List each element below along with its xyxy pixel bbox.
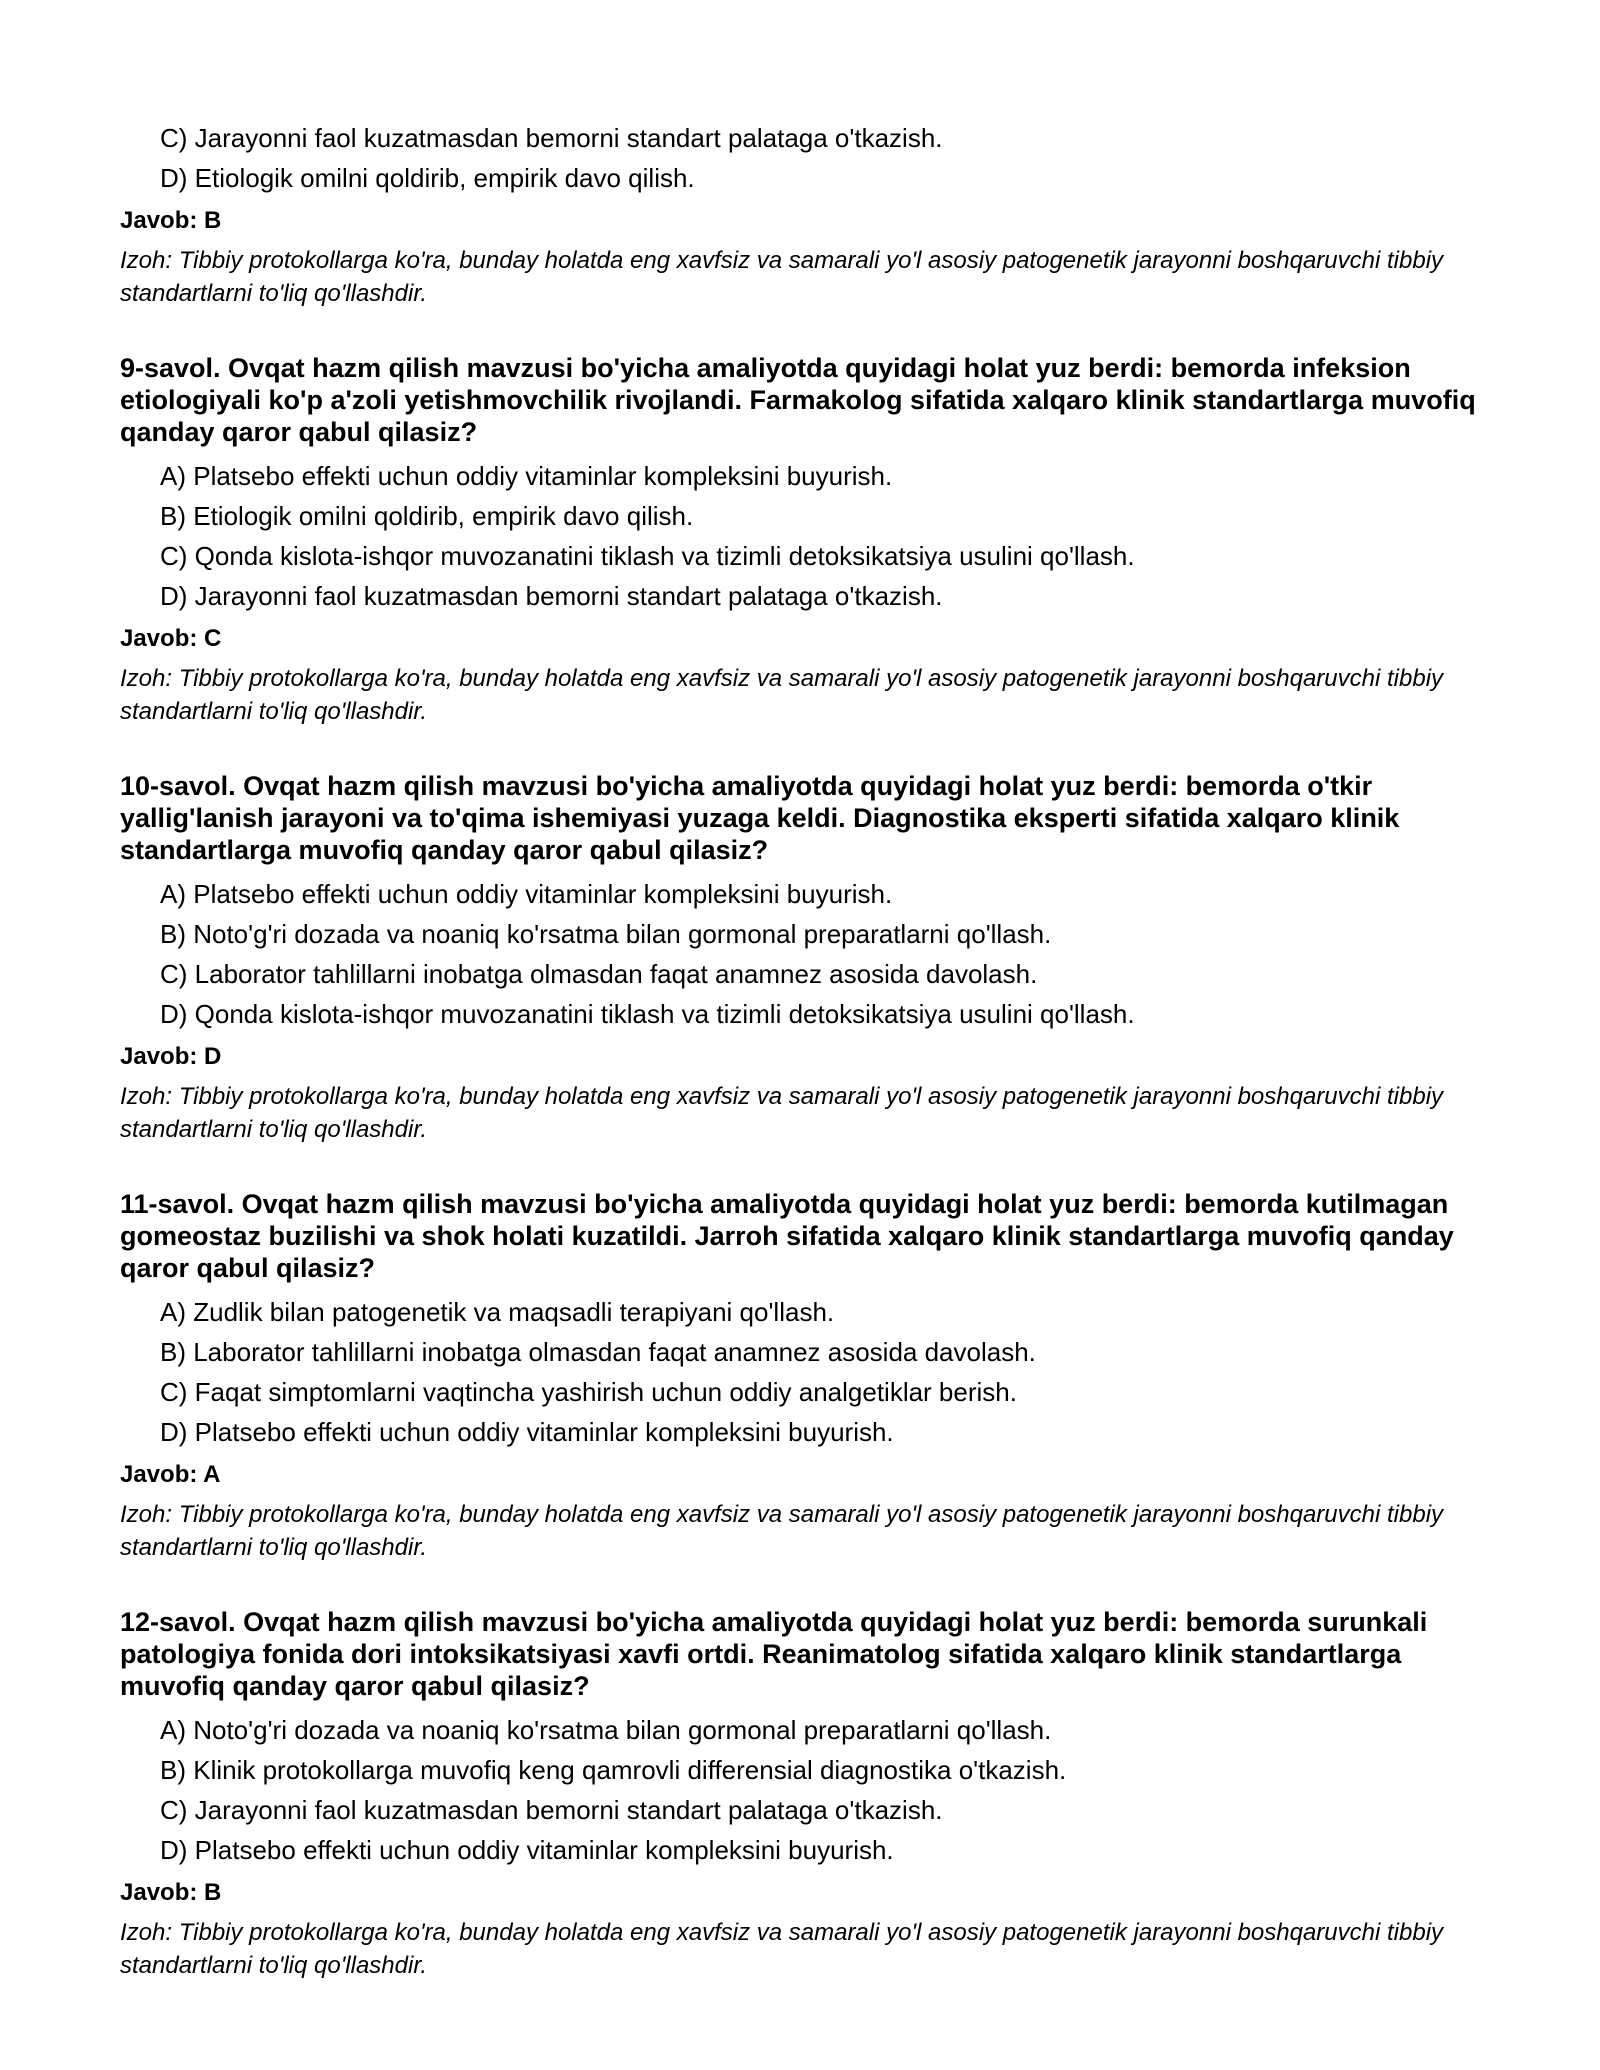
option-a: A) Platsebo effekti uchun oddiy vitaminlar kompleksini buyurish. [160, 879, 893, 909]
option-a: A) Zudlik bilan patogenetik va maqsadli terapiyani qo'llash. [160, 1297, 835, 1327]
option-c: C) Faqat simptomlarni vaqtincha yashirish uchun oddiy analgetiklar berish. [160, 1377, 1017, 1407]
option-list [120, 1710, 1510, 1870]
explanation-note: Izoh: Tibbiy protokollarga ko'ra, bunday holatda eng xavfsiz va samarali yo'l asosiy patogenetik jarayonni boshqaruvchi tibbiy standartlarni to'liq qo'llashdir. [120, 665, 1444, 725]
option-b: B) Laborator tahlillarni inobatga olmasdan faqat anamnez asosida davolash. [160, 1337, 1036, 1367]
option-d: D) Etiologik omilni qoldirib, empirik davo qilish. [160, 163, 695, 193]
option-list [120, 1292, 1510, 1452]
option-c: C) Jarayonni faol kuzatmasdan bemorni standart palataga o'tkazish. [160, 1795, 943, 1825]
option-b: B) Etiologik omilni qoldirib, empirik davo qilish. [160, 501, 694, 531]
answer-label: Javob: B [120, 1879, 222, 1906]
option-list [120, 874, 1510, 1034]
option-c: C) Qonda kislota-ishqor muvozanatini tiklash va tizimli detoksikatsiya usulini qo'llash. [160, 541, 1135, 571]
question-block-10 [120, 770, 1510, 1146]
explanation-note: Izoh: Tibbiy protokollarga ko'ra, bunday holatda eng xavfsiz va samarali yo'l asosiy patogenetik jarayonni boshqaruvchi tibbiy standartlarni to'liq qo'llashdir. [120, 1501, 1444, 1561]
question-8-continuation [120, 118, 1510, 310]
option-a: A) Platsebo effekti uchun oddiy vitaminlar kompleksini buyurish. [160, 461, 893, 491]
option-b: B) Klinik protokollarga muvofiq keng qamrovli differensial diagnostika o'tkazish. [160, 1755, 1067, 1785]
option-list [120, 118, 1510, 198]
explanation-note: Izoh: Tibbiy protokollarga ko'ra, bunday holatda eng xavfsiz va samarali yo'l asosiy patogenetik jarayonni boshqaruvchi tibbiy standartlarni to'liq qo'llashdir. [120, 1919, 1444, 1979]
answer-label: Javob: A [120, 1461, 221, 1488]
option-c: C) Laborator tahlillarni inobatga olmasdan faqat anamnez asosida davolash. [160, 959, 1038, 989]
option-c: C) Jarayonni faol kuzatmasdan bemorni standart palataga o'tkazish. [160, 123, 943, 153]
question-text: 10-savol. Ovqat hazm qilish mavzusi bo'yicha amaliyotda quyidagi holat yuz berdi: bemorda o'tkir yallig'lanish jarayoni va to'qima ishemiyasi yuzaga keldi. Diagnostika eksperti sifatida xalqaro klinik standartlarga muvofiq qanday qaror qabul qilasiz? [120, 771, 1400, 865]
option-list [120, 456, 1510, 616]
question-block-11 [120, 1188, 1510, 1564]
document-page [120, 118, 1510, 1982]
option-d: D) Jarayonni faol kuzatmasdan bemorni standart palataga o'tkazish. [160, 581, 943, 611]
question-block-12 [120, 1606, 1510, 1982]
option-d: D) Platsebo effekti uchun oddiy vitaminlar kompleksini buyurish. [160, 1417, 894, 1447]
answer-label: Javob: C [120, 625, 222, 652]
question-text: 9-savol. Ovqat hazm qilish mavzusi bo'yicha amaliyotda quyidagi holat yuz berdi: bemorda infeksion etiologiyali ko'p a'zoli yetishmovchilik rivojlandi. Farmakolog sifatida xalqaro klinik standartlarga muvofiq qanday qaror qabul qilasiz? [120, 353, 1476, 447]
explanation-note: Izoh: Tibbiy protokollarga ko'ra, bunday holatda eng xavfsiz va samarali yo'l asosiy patogenetik jarayonni boshqaruvchi tibbiy standartlarni to'liq qo'llashdir. [120, 247, 1444, 307]
answer-label: Javob: B [120, 207, 222, 234]
question-text: 12-savol. Ovqat hazm qilish mavzusi bo'yicha amaliyotda quyidagi holat yuz berdi: bemorda surunkali patologiya fonida dori intoksikatsiyasi xavfi ortdi. Reanimatolog sifatida xalqaro klinik standartlarga muvofiq qanday qaror qabul qilasiz? [120, 1607, 1428, 1701]
explanation-note: Izoh: Tibbiy protokollarga ko'ra, bunday holatda eng xavfsiz va samarali yo'l asosiy patogenetik jarayonni boshqaruvchi tibbiy standartlarni to'liq qo'llashdir. [120, 1083, 1444, 1143]
option-b: B) Noto'g'ri dozada va noaniq ko'rsatma bilan gormonal preparatlarni qo'llash. [160, 919, 1052, 949]
option-d: D) Qonda kislota-ishqor muvozanatini tiklash va tizimli detoksikatsiya usulini qo'llash. [160, 999, 1135, 1029]
option-d: D) Platsebo effekti uchun oddiy vitaminlar kompleksini buyurish. [160, 1835, 894, 1865]
question-text: 11-savol. Ovqat hazm qilish mavzusi bo'yicha amaliyotda quyidagi holat yuz berdi: bemorda kutilmagan gomeostaz buzilishi va shok holati kuzatildi. Jarroh sifatida xalqaro klinik standartlarga muvofiq qanday qaror qabul qilasiz? [120, 1189, 1454, 1283]
option-a: A) Noto'g'ri dozada va noaniq ko'rsatma bilan gormonal preparatlarni qo'llash. [160, 1715, 1052, 1745]
answer-label: Javob: D [120, 1043, 222, 1070]
question-block-9 [120, 352, 1510, 728]
